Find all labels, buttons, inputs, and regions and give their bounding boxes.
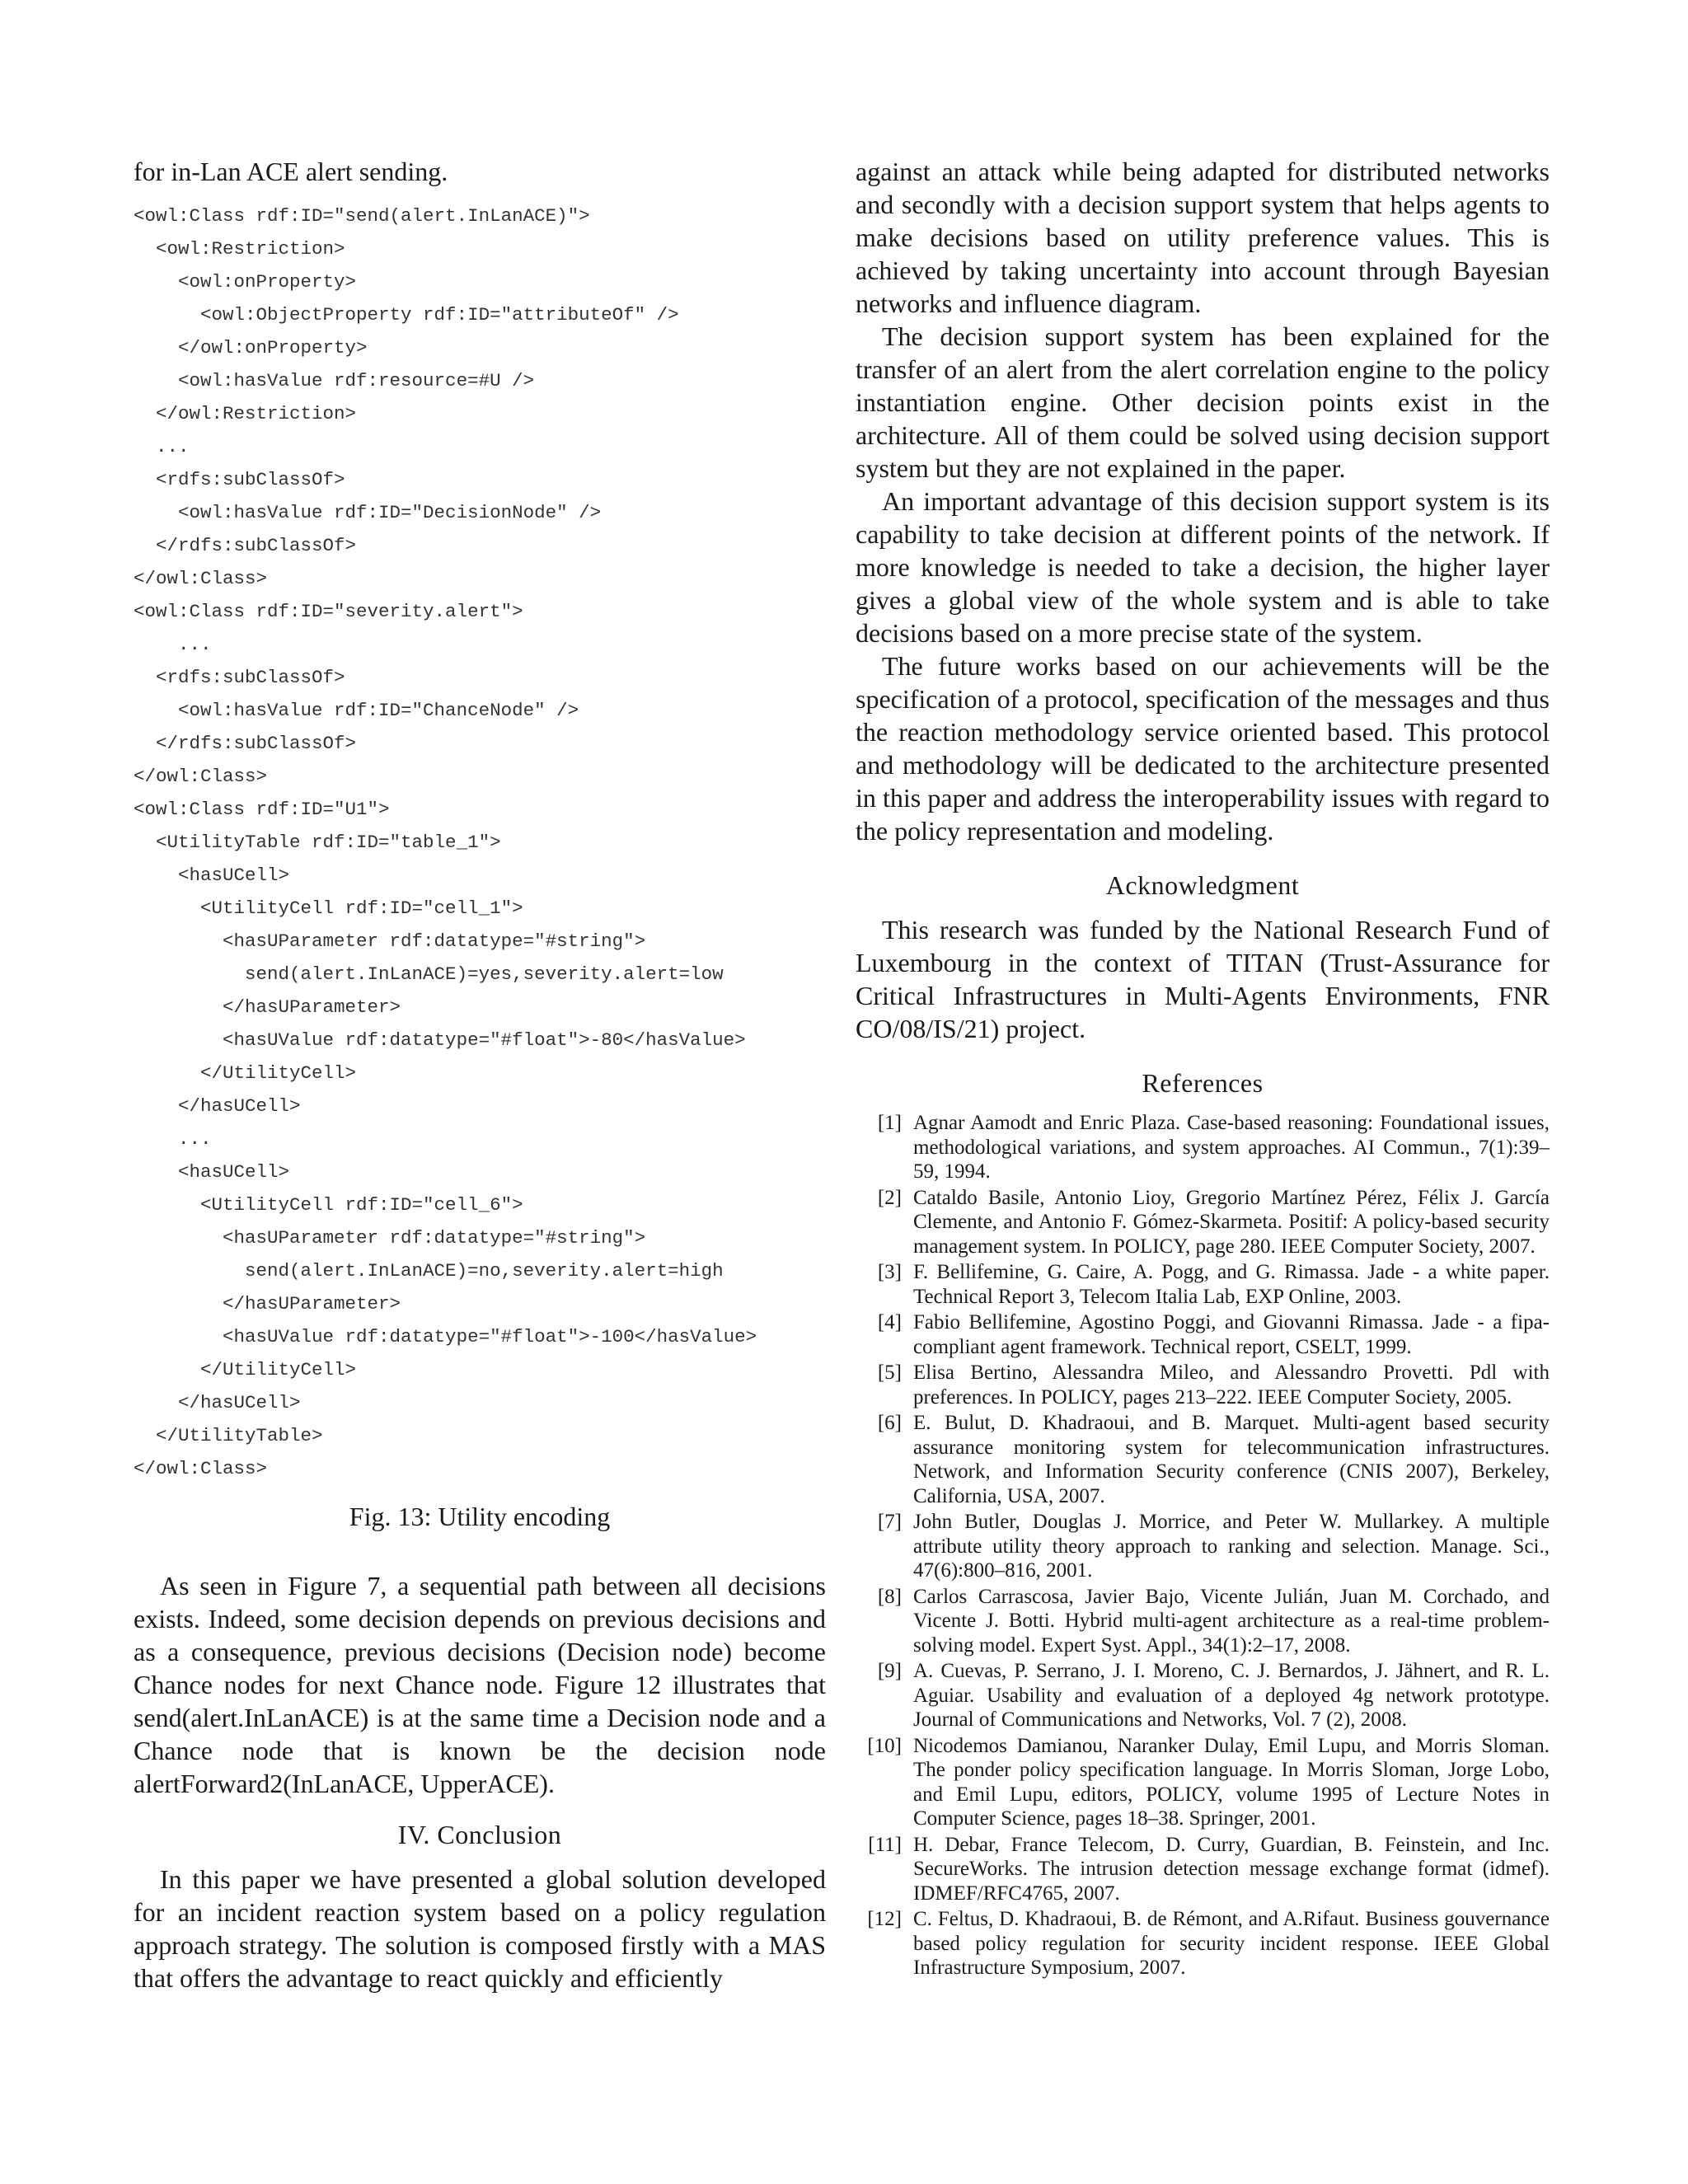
reference-number: [2]	[877, 1186, 902, 1209]
code-line: </owl:Class>	[134, 1458, 268, 1479]
code-line: <owl:Class rdf:ID="severity.alert">	[134, 601, 523, 622]
code-line: </owl:onProperty>	[134, 337, 368, 359]
reference-number: [9]	[877, 1660, 902, 1682]
code-line: <rdfs:subClassOf>	[134, 667, 345, 688]
code-line: <UtilityCell rdf:ID="cell_6">	[134, 1194, 523, 1216]
code-line: <hasUParameter rdf:datatype="#string">	[134, 930, 646, 952]
reference-text: Fabio Bellifemine, Agostino Poggi, and Giovanni Rimassa. Jade - a fipa-compliant agent framework. Technical report, CSELT, 1999.	[913, 1311, 1550, 1358]
reference-number: [8]	[877, 1585, 902, 1608]
code-line: </hasUCell>	[134, 1392, 301, 1413]
reference-text: C. Feltus, D. Khadraoui, B. de Rémont, and A.Rifaut. Business gouvernance based policy regulation for security incident response. IEEE Global Infrastructure Symposium, 2007.	[913, 1908, 1550, 1979]
reference-item	[856, 1734, 1550, 1831]
decision-support-paragraph: The decision support system has been explained for the transfer of an alert from the alert correlation engine to the policy instantiation engine. Other decision points exist in the architecture. All of them could be solved using decision support system but they are not explained in the paper.	[856, 321, 1550, 483]
reference-item	[856, 1659, 1550, 1732]
reference-item	[856, 1411, 1550, 1508]
right-column	[856, 155, 1550, 1982]
reference-item	[856, 1310, 1550, 1359]
reference-text: Cataldo Basile, Antonio Lioy, Gregorio Martínez Pérez, Félix J. García Clemente, and Antonio F. Gómez-Skarmeta. Positif: A policy-based security management system. In POLICY, page 280. IEEE Computer Society, 2007.	[913, 1186, 1550, 1258]
code-line: </hasUCell>	[134, 1095, 301, 1117]
section-heading-conclusion: IV. Conclusion	[397, 1820, 562, 1849]
figure-caption: Fig. 13: Utility encoding	[349, 1502, 611, 1531]
code-line: ...	[134, 634, 212, 655]
reference-number: [5]	[877, 1361, 902, 1384]
advantage-paragraph: An important advantage of this decision support system is its capability to take decision at different points of the network. If more knowledge is needed to take a decision, the higher layer gives a global view of the whole system and is able to take decisions based on a more precise state of the system.	[856, 486, 1550, 648]
reference-text: John Butler, Douglas J. Morrice, and Peter W. Mullarkey. A multiple attribute utility theory approach to ranking and selection. Manage. Sci., 47(6):800–816, 2001.	[913, 1511, 1550, 1582]
code-line: </rdfs:subClassOf>	[134, 733, 357, 754]
code-line: </owl:Restriction>	[134, 403, 357, 424]
code-line: send(alert.InLanACE)=yes,severity.alert=low	[134, 963, 724, 985]
conclusion-paragraph: In this paper we have presented a global solution developed for an incident reaction system based on a policy regulation approach strategy. The solution is composed firstly with a MAS that offers the advantage to react quickly and efficiently	[134, 1864, 826, 1993]
reference-text: E. Bulut, D. Khadraoui, and B. Marquet. Multi-agent based security assurance monitoring system for telecommunication infrastructures. Network, and Information Security conference (CNIS 2007), Berkeley, California, USA, 2007.	[913, 1412, 1550, 1507]
code-line: ...	[134, 436, 190, 457]
future-works-paragraph: The future works based on our achievements will be the specification of a protocol, specification of the messages and thus the reaction methodology service oriented based. This protocol and methodology will be dedicated to the architecture presented in this paper and address the interoperability issues with regard to the policy representation and modeling.	[856, 651, 1550, 846]
reference-text: Agnar Aamodt and Enric Plaza. Case-based reasoning: Foundational issues, methodological variations, and system approaches. AI Commun., 7(1):39–59, 1994.	[913, 1112, 1550, 1183]
reference-number: [1]	[877, 1112, 902, 1134]
reference-number: [10]	[867, 1734, 902, 1757]
reference-item	[856, 1361, 1550, 1409]
reference-list	[856, 1111, 1550, 1980]
code-line: <owl:Class rdf:ID="send(alert.InLanACE)">	[134, 205, 590, 227]
code-line: <hasUParameter rdf:datatype="#string">	[134, 1227, 646, 1249]
left-column	[134, 155, 826, 1994]
code-line: <UtilityCell rdf:ID="cell_1">	[134, 898, 523, 919]
lead-in-text: for in-Lan ACE alert sending.	[134, 157, 448, 186]
reference-item	[856, 1510, 1550, 1583]
reference-number: [6]	[877, 1412, 902, 1434]
code-line: </UtilityCell>	[134, 1359, 357, 1380]
reference-item	[856, 1186, 1550, 1259]
section-heading-references: References	[1142, 1068, 1264, 1098]
reference-text: Carlos Carrascosa, Javier Bajo, Vicente Julián, Juan M. Corchado, and Vicente J. Botti. Hybrid multi-agent architecture as a real-time problem-solving model. Expert Syst. Appl., 34(1):2–17, 2008.	[913, 1585, 1550, 1657]
reference-text: H. Debar, France Telecom, D. Curry, Guardian, B. Feinstein, and Inc. SecureWorks. The intrusion detection message exchange format (idmef). IDMEF/RFC4765, 2007.	[913, 1833, 1550, 1905]
code-line: <hasUCell>	[134, 865, 290, 886]
reference-text: Nicodemos Damianou, Naranker Dulay, Emil Lupu, and Morris Sloman. The ponder policy specification language. In Morris Sloman, Jorge Lobo, and Emil Lupu, editors, POLICY, volume 1995 of Lecture Notes in Computer Science, pages 18–38. Springer, 2001.	[913, 1734, 1550, 1830]
code-line: <owl:Class rdf:ID="U1">	[134, 799, 390, 820]
reference-number: [7]	[877, 1511, 902, 1533]
code-line: <hasUCell>	[134, 1161, 290, 1183]
reference-number: [11]	[868, 1833, 902, 1856]
acknowledgment-paragraph: This research was funded by the National Research Fund of Luxembourg in the context of TITAN (Trust-Assurance for Critical Infrastructures in Multi-Agents Environments, FNR CO/08/IS/21) project.	[856, 915, 1550, 1043]
reference-item	[856, 1260, 1550, 1309]
code-line: <owl:ObjectProperty rdf:ID="attributeOf" />	[134, 304, 679, 326]
code-line: <owl:hasValue rdf:resource=#U />	[134, 370, 535, 391]
code-line: send(alert.InLanACE)=no,severity.alert=high	[134, 1260, 724, 1282]
reference-item	[856, 1585, 1550, 1658]
code-line: <hasUValue rdf:datatype="#float">-100</hasValue>	[134, 1326, 757, 1347]
reference-number: [12]	[867, 1908, 902, 1930]
reference-number: [3]	[877, 1261, 902, 1283]
reference-item	[856, 1833, 1550, 1906]
sequential-path-paragraph: As seen in Figure 7, a sequential path between all decisions exists. Indeed, some decision depends on previous decisions and as a consequence, previous decisions (Decision node) become Chance nodes for next Chance node. Figure 12 illustrates that send(alert.InLanACE) is at the same time a Decision node and a Chance node that is known be the decision node alertForward2(InLanACE, UpperACE).	[134, 1571, 826, 1798]
code-line: <owl:hasValue rdf:ID="DecisionNode" />	[134, 502, 602, 523]
code-line: </UtilityTable>	[134, 1425, 323, 1446]
code-line: <hasUValue rdf:datatype="#float">-80</hasValue>	[134, 1029, 746, 1051]
reference-item	[856, 1111, 1550, 1184]
code-line: </owl:Class>	[134, 766, 268, 787]
code-line: ...	[134, 1128, 212, 1150]
code-line: </hasUParameter>	[134, 996, 401, 1018]
code-line: </owl:Class>	[134, 568, 268, 589]
reference-item	[856, 1907, 1550, 1980]
code-line: </UtilityCell>	[134, 1062, 357, 1084]
reference-text: Elisa Bertino, Alessandra Mileo, and Alessandro Provetti. Pdl with preferences. In POLICY, pages 213–222. IEEE Computer Society, 2005.	[913, 1361, 1550, 1408]
code-line: </rdfs:subClassOf>	[134, 535, 357, 556]
conclusion-continued-paragraph: against an attack while being adapted for distributed networks and secondly with a decision support system that helps agents to make decisions based on utility preference values. This is achieved by taking uncertainty into account through Bayesian networks and influence diagram.	[856, 157, 1550, 318]
owl-code-listing	[134, 199, 826, 1485]
section-heading-acknowledgment: Acknowledgment	[1105, 870, 1300, 900]
reference-text: F. Bellifemine, G. Caire, A. Pogg, and G. Rimassa. Jade - a white paper. Technical Report 3, Telecom Italia Lab, EXP Online, 2003.	[913, 1261, 1550, 1308]
reference-text: A. Cuevas, P. Serrano, J. I. Moreno, C. J. Bernardos, J. Jähnert, and R. L. Aguiar. Usability and evaluation of a deployed 4g network prototype. Journal of Communications and Networks, Vol. 7 (2), 2008.	[913, 1660, 1550, 1731]
code-line: <UtilityTable rdf:ID="table_1">	[134, 832, 501, 853]
code-line: <owl:hasValue rdf:ID="ChanceNode" />	[134, 700, 579, 721]
code-line: <owl:Restriction>	[134, 238, 345, 260]
reference-number: [4]	[877, 1311, 902, 1333]
code-line: </hasUParameter>	[134, 1293, 401, 1315]
code-line: <rdfs:subClassOf>	[134, 469, 345, 490]
code-line: <owl:onProperty>	[134, 271, 357, 293]
